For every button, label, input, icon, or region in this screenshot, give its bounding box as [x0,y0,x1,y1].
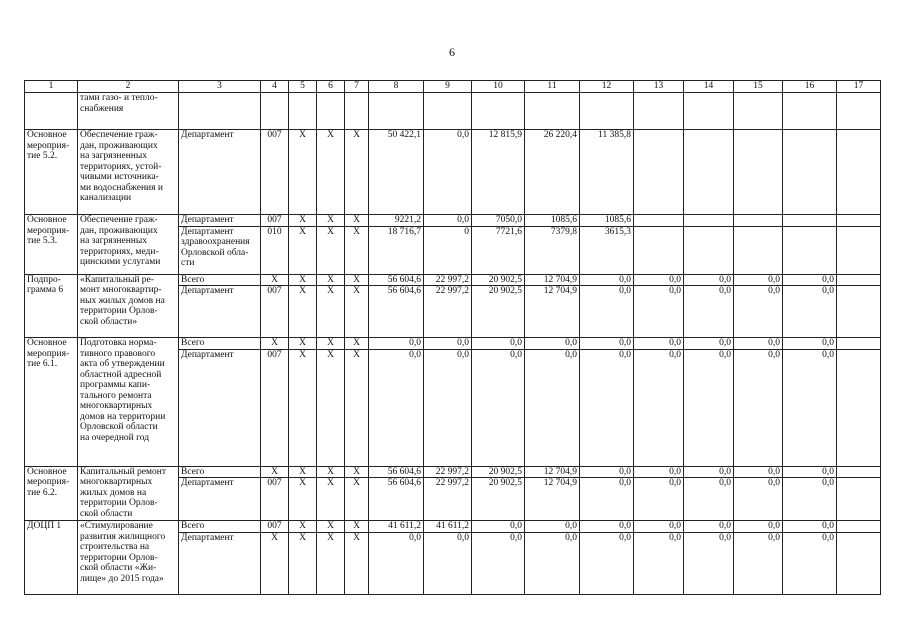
value-cell: 20 902,5 [472,286,525,338]
value-cell: 0,0 [424,215,472,227]
value-cell: 0,0 [424,532,472,594]
value-cell: 0,0 [634,521,684,533]
value-cell: 0,0 [472,532,525,594]
name-line: многоквартирных [80,401,153,411]
value-cell: 7721,6 [472,226,525,274]
label-line: мероприя- [27,348,70,359]
label-line: тие 5.3. [27,236,58,246]
value-cell [472,93,525,130]
column-number-cell: 2 [78,81,179,93]
value-cell [525,93,580,130]
name-line: снабжения [80,103,124,114]
label-cell [25,274,78,338]
name-line: ской области [80,508,133,519]
value-cell [783,226,837,274]
value-cell: 0,0 [634,466,684,478]
budget-table [24,80,881,595]
label-line: ДОЦП 1 [27,521,62,531]
value-cell: X [345,226,369,274]
value-cell: 0,0 [734,274,783,286]
value-cell: 0,0 [525,338,580,350]
value-cell [289,93,317,130]
value-cell: X [345,521,369,533]
value-cell: 0,0 [783,349,837,466]
value-cell: X [345,338,369,350]
value-cell [345,93,369,130]
table-row [25,93,881,130]
value-cell [837,286,881,338]
name-line: областной адресной [80,369,162,380]
executor-line: Департамент [181,478,234,488]
value-cell: 0,0 [734,521,783,533]
value-cell: 0,0 [525,532,580,594]
value-cell [634,226,684,274]
value-cell: X [317,532,345,594]
value-cell: 0,0 [634,338,684,350]
value-cell: 11 385,8 [580,130,634,215]
name-line: тивного правового [80,348,156,359]
value-cell: 1085,6 [580,215,634,227]
name-line: монт многоквартир- [80,285,162,295]
value-cell [837,478,881,521]
value-cell: 0,0 [424,349,472,466]
value-cell: 0,0 [734,338,783,350]
page-number: 6 [449,45,455,59]
executor-line: Всего [181,274,205,285]
executor-cell [179,338,261,350]
value-cell [837,93,881,130]
value-cell: 0,0 [634,349,684,466]
value-cell: X [289,130,317,215]
name-line: домов на территории [80,411,166,422]
label-line: тие 6.2. [27,487,58,498]
value-cell: 0,0 [424,338,472,350]
value-cell: 0,0 [783,286,837,338]
value-cell: X [345,478,369,521]
value-cell: 007 [261,286,289,338]
table-row [25,338,881,350]
value-cell: 0,0 [684,532,734,594]
value-cell: 0,0 [634,286,684,338]
value-cell: X [317,130,345,215]
value-cell: 0,0 [783,338,837,350]
value-cell [261,93,289,130]
value-cell: 007 [261,130,289,215]
value-cell: 0,0 [734,286,783,338]
value-cell: 0,0 [734,532,783,594]
name-cell [78,93,179,130]
value-cell: 56 604,6 [369,274,424,286]
column-number-cell: 13 [634,81,684,93]
name-line: на загрязненных [80,236,148,246]
value-cell: 0,0 [634,274,684,286]
name-line: территориях, меди- [80,246,159,257]
name-cell [78,130,179,215]
value-cell: X [317,226,345,274]
name-line: дан, проживающих [80,140,158,151]
value-cell [783,215,837,227]
value-cell: 0,0 [634,478,684,521]
value-cell: 0,0 [472,521,525,533]
name-line: тами газо- и тепло- [80,93,158,103]
executor-line: Департамент [181,226,234,237]
executor-line: Департамент [181,286,234,296]
executor-cell [179,349,261,466]
column-number-cell: 16 [783,81,837,93]
value-cell: X [317,521,345,533]
value-cell [837,130,881,215]
name-line: территории Орлов- [80,552,158,563]
executor-cell [179,478,261,521]
value-cell: 0,0 [472,338,525,350]
value-cell: 0,0 [734,466,783,478]
name-cell [78,274,179,338]
label-cell [25,93,78,130]
label-line: тие 5.2. [27,151,58,161]
value-cell: 0,0 [525,349,580,466]
value-cell [317,93,345,130]
value-cell: 56 604,6 [369,478,424,521]
value-cell: 1085,6 [525,215,580,227]
value-cell: X [345,532,369,594]
name-line: территории Орлов- [80,306,158,316]
table-row [25,521,881,533]
value-cell [734,215,783,227]
value-cell: 0,0 [369,338,424,350]
value-cell: 0,0 [580,349,634,466]
value-cell [734,226,783,274]
value-cell: 12 704,9 [525,478,580,521]
value-cell: 0,0 [424,130,472,215]
value-cell: X [289,466,317,478]
label-line: Основное [27,338,67,348]
column-number-cell: 7 [345,81,369,93]
name-line: Обеспечение граж- [80,215,158,225]
value-cell: 0,0 [369,349,424,466]
column-number-cell: 17 [837,81,881,93]
name-line: чивыми источника- [80,172,159,182]
value-cell [837,532,881,594]
name-line: акта об утверждении [80,359,165,369]
name-line: многоквартирных [80,477,153,487]
value-cell: 007 [261,478,289,521]
executor-line: сти [181,258,195,268]
value-cell [783,93,837,130]
value-cell [837,226,881,274]
name-cell [78,215,179,275]
value-cell: 0,0 [580,274,634,286]
name-line: жилых домов на [80,487,147,498]
value-cell: 0,0 [634,532,684,594]
value-cell: 0,0 [684,349,734,466]
value-cell: X [317,349,345,466]
value-cell: 0,0 [783,532,837,594]
value-cell: 0 [424,226,472,274]
name-cell [78,466,179,521]
value-cell: 0,0 [684,338,734,350]
name-line: на загрязненных [80,151,148,161]
value-cell: 20 902,5 [472,274,525,286]
value-cell: 22 997,2 [424,274,472,286]
name-line: Обеспечение граж- [80,130,158,140]
value-cell: 0,0 [734,349,783,466]
name-line: «Стимулирование [80,521,153,531]
value-cell: 0,0 [580,338,634,350]
executor-cell [179,521,261,533]
value-cell: 20 902,5 [472,478,525,521]
label-cell [25,215,78,275]
value-cell [179,93,261,130]
value-cell [837,466,881,478]
value-cell: 3615,3 [580,226,634,274]
name-line: ской области» [80,316,138,327]
value-cell: X [345,286,369,338]
value-cell: 20 902,5 [472,466,525,478]
executor-line: Департамент [181,349,234,360]
value-cell: 0,0 [369,532,424,594]
name-line: территориях, устой- [80,161,162,172]
value-cell: X [317,215,345,227]
value-cell: 9221,2 [369,215,424,227]
value-cell: 010 [261,226,289,274]
value-cell [634,215,684,227]
value-cell: X [345,130,369,215]
column-number-cell: 8 [369,81,424,93]
column-number-cell: 15 [734,81,783,93]
value-cell [580,93,634,130]
name-line: строительства на [80,542,150,552]
value-cell: 18 716,7 [369,226,424,274]
value-cell [783,130,837,215]
label-cell [25,521,78,595]
name-line: программы капи- [80,380,151,390]
value-cell: X [345,466,369,478]
value-cell: X [317,286,345,338]
value-cell [837,338,881,350]
column-number-cell: 10 [472,81,525,93]
value-cell [684,93,734,130]
value-cell: X [289,521,317,533]
value-cell: X [289,226,317,274]
executor-cell [179,466,261,478]
value-cell: 26 220,4 [525,130,580,215]
value-cell [634,130,684,215]
name-line: Капитальный ремонт [80,466,167,477]
label-line: грамма 6 [27,285,64,295]
column-number-cell: 1 [25,81,78,93]
executor-line: Орловской обла- [181,247,249,258]
value-cell: 7379,8 [525,226,580,274]
label-line: мероприя- [27,225,70,236]
label-line: тие 6.1. [27,359,58,369]
label-line: Основное [27,130,67,140]
name-line: Подготовка норма- [80,338,157,348]
label-line: Подпро- [27,274,61,285]
name-line: ных жилых домов на [80,295,165,306]
value-cell: X [317,478,345,521]
value-cell: 0,0 [684,478,734,521]
value-cell: 0,0 [783,466,837,478]
value-cell: 0,0 [684,466,734,478]
label-cell [25,130,78,215]
executor-cell [179,226,261,274]
value-cell: X [289,478,317,521]
name-line: ской области «Жи- [80,563,157,573]
label-line: мероприя- [27,140,70,151]
value-cell: 007 [261,349,289,466]
table-row [25,130,881,215]
label-line: Основное [27,466,67,477]
value-cell: 007 [261,215,289,227]
value-cell [634,93,684,130]
value-cell [837,349,881,466]
name-line: ми водоснабжения и [80,182,163,193]
value-cell: X [345,274,369,286]
value-cell: 0,0 [580,521,634,533]
executor-line: Департамент [181,532,234,543]
column-number-cell: 9 [424,81,472,93]
value-cell [424,93,472,130]
label-cell [25,466,78,521]
value-cell: 0,0 [472,349,525,466]
executor-cell [179,274,261,286]
value-cell: 12 704,9 [525,466,580,478]
executor-line: Всего [181,338,205,348]
name-line: Орловской области [80,422,158,432]
executor-cell [179,215,261,227]
value-cell: X [261,466,289,478]
value-cell: 56 604,6 [369,466,424,478]
value-cell: 41 611,2 [424,521,472,533]
value-cell: X [289,349,317,466]
executor-line: Всего [181,466,205,477]
value-cell [684,226,734,274]
value-cell: 007 [261,521,289,533]
name-line: канализации [80,193,132,203]
header-row [25,81,881,93]
column-number-cell: 14 [684,81,734,93]
value-cell: X [317,466,345,478]
name-line: развития жилищного [80,531,166,542]
value-cell: 0,0 [783,521,837,533]
value-cell: 12 704,9 [525,286,580,338]
value-cell: X [289,532,317,594]
name-line: «Капитальный ре- [80,274,154,285]
value-cell: 0,0 [684,286,734,338]
value-cell: X [261,274,289,286]
table-row [25,466,881,478]
column-number-cell: 5 [289,81,317,93]
value-cell [684,130,734,215]
column-number-cell: 11 [525,81,580,93]
value-cell [837,215,881,227]
value-cell: 7050,0 [472,215,525,227]
value-cell: X [289,274,317,286]
value-cell: X [345,349,369,466]
column-number-cell: 4 [261,81,289,93]
value-cell [837,274,881,286]
executor-line: Департамент [181,130,234,140]
name-line: дан, проживающих [80,225,158,236]
name-line: тального ремонта [80,390,152,401]
executor-cell [179,286,261,338]
value-cell: 12 704,9 [525,274,580,286]
label-line: мероприя- [27,477,70,487]
value-cell: 41 611,2 [369,521,424,533]
value-cell: 0,0 [783,274,837,286]
value-cell: 22 997,2 [424,286,472,338]
value-cell: 56 604,6 [369,286,424,338]
value-cell: 0,0 [580,532,634,594]
value-cell: X [345,215,369,227]
value-cell: 12 815,9 [472,130,525,215]
value-cell: X [289,338,317,350]
column-number-cell: 12 [580,81,634,93]
value-cell [684,215,734,227]
value-cell: 22 997,2 [424,466,472,478]
value-cell: 0,0 [580,286,634,338]
value-cell: 0,0 [684,521,734,533]
executor-line: Всего [181,521,205,531]
value-cell [369,93,424,130]
table-row [25,215,881,227]
name-line: цинскими услугами [80,257,161,267]
table-row [25,274,881,286]
value-cell: 0,0 [525,521,580,533]
label-line: Основное [27,215,67,225]
value-cell: X [261,532,289,594]
value-cell: X [317,338,345,350]
executor-line: Департамент [181,215,234,225]
value-cell: 0,0 [783,478,837,521]
value-cell [734,130,783,215]
column-number-cell: 3 [179,81,261,93]
value-cell: 22 997,2 [424,478,472,521]
value-cell: X [289,286,317,338]
value-cell: 0,0 [580,478,634,521]
executor-cell [179,130,261,215]
name-line: на очередной год [80,432,150,443]
name-line: территории Орлов- [80,498,158,508]
value-cell: 50 422,1 [369,130,424,215]
value-cell [734,93,783,130]
value-cell: X [317,274,345,286]
value-cell: X [289,215,317,227]
name-cell [78,521,179,595]
value-cell: 0,0 [734,478,783,521]
name-line: лище» до 2015 года» [80,573,164,584]
executor-line: здравоохранения [181,237,250,247]
label-cell [25,338,78,467]
value-cell: X [261,338,289,350]
value-cell [837,521,881,533]
column-number-cell: 6 [317,81,345,93]
value-cell: 0,0 [684,274,734,286]
name-cell [78,338,179,467]
value-cell: 0,0 [580,466,634,478]
executor-cell [179,532,261,594]
